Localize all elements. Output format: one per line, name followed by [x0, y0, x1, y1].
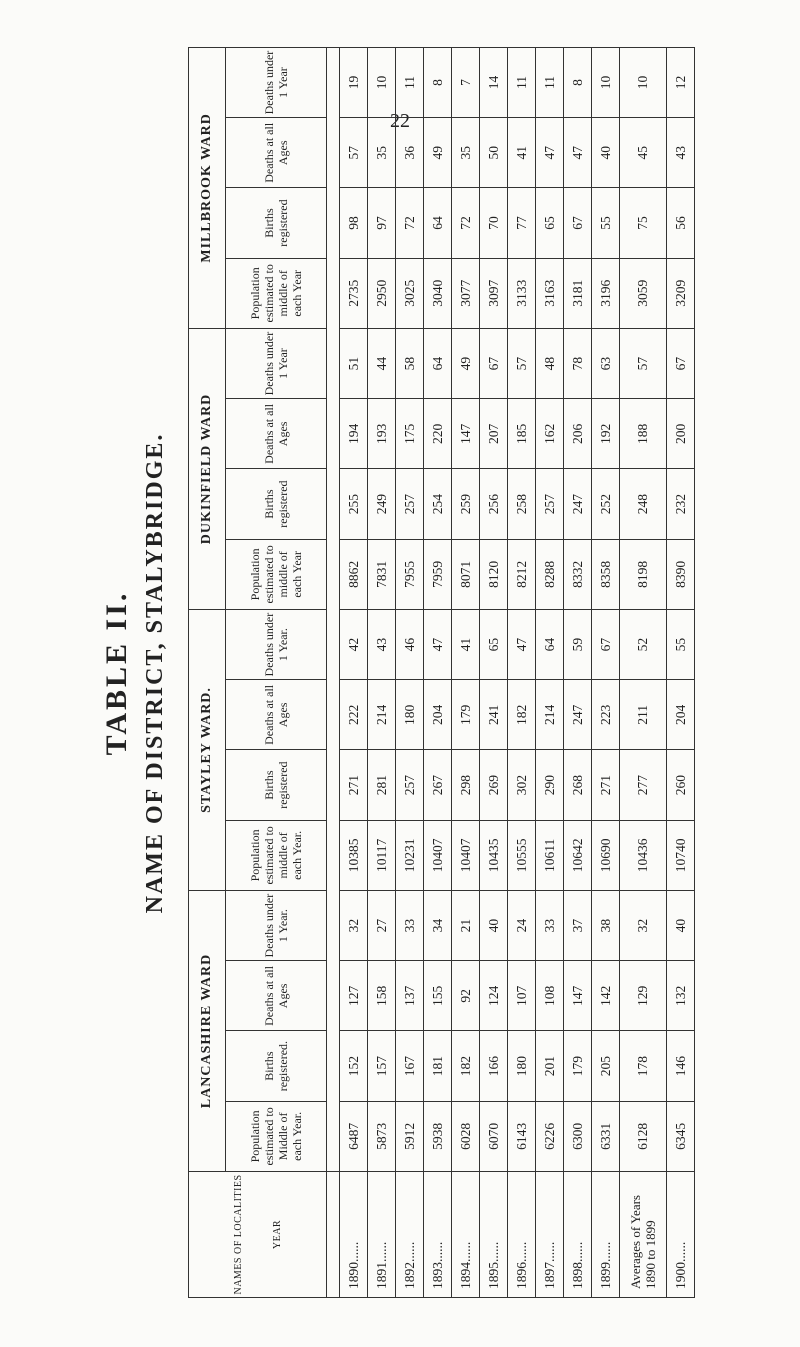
col-deaths-all: Deaths at all Ages: [226, 680, 327, 750]
value-cell: 182: [452, 1031, 480, 1101]
col-births: Births registered: [226, 188, 327, 258]
value-cell: 3196: [592, 258, 620, 328]
value-cell: 8: [564, 47, 592, 117]
averages-row: [620, 47, 667, 1297]
col-population: Population estimated to middle of each Year.: [226, 820, 327, 890]
year-cell: 1894......: [452, 1172, 480, 1298]
value-cell: 8212: [508, 539, 536, 609]
value-cell: 6128: [620, 1101, 667, 1171]
col-births: Births registered: [226, 469, 327, 539]
value-cell: 271: [592, 750, 620, 820]
value-cell: 11: [396, 47, 424, 117]
table-row: [340, 47, 368, 1297]
col-population: Population estimated to middle of each Year: [226, 539, 327, 609]
value-cell: 6300: [564, 1101, 592, 1171]
col-deaths-infant: Deaths under 1 Year.: [226, 890, 327, 960]
value-cell: 47: [564, 118, 592, 188]
value-cell: 167: [396, 1031, 424, 1101]
value-cell: 290: [536, 750, 564, 820]
value-cell: 75: [620, 188, 667, 258]
value-cell: 214: [368, 680, 396, 750]
value-cell: 10: [368, 47, 396, 117]
value-cell: 57: [508, 328, 536, 398]
value-cell: 193: [368, 399, 396, 469]
table-row: [508, 47, 536, 1297]
spacer-row: [327, 47, 340, 1297]
mortality-table: [188, 47, 695, 1298]
value-cell: 6143: [508, 1101, 536, 1171]
value-cell: 14: [480, 47, 508, 117]
value-cell: 2735: [340, 258, 368, 328]
value-cell: 19: [340, 47, 368, 117]
page-number: 22: [390, 110, 410, 132]
value-cell: 204: [424, 680, 452, 750]
value-cell: 56: [667, 188, 695, 258]
value-cell: 34: [424, 890, 452, 960]
value-cell: 51: [340, 328, 368, 398]
value-cell: 188: [620, 399, 667, 469]
value-cell: 52: [620, 609, 667, 679]
value-cell: 205: [592, 1031, 620, 1101]
table-subtitle: NAME OF DISTRICT, STALYBRIDGE.: [142, 432, 168, 914]
value-cell: 3209: [667, 258, 695, 328]
value-cell: 124: [480, 961, 508, 1031]
value-cell: 41: [508, 118, 536, 188]
value-cell: 277: [620, 750, 667, 820]
value-cell: 63: [592, 328, 620, 398]
value-cell: 223: [592, 680, 620, 750]
value-cell: 248: [620, 469, 667, 539]
year-cell: 1899......: [592, 1172, 620, 1298]
year-cell: 1890......: [340, 1172, 368, 1298]
value-cell: 10117: [368, 820, 396, 890]
value-cell: 214: [536, 680, 564, 750]
value-cell: 8332: [564, 539, 592, 609]
value-cell: 10231: [396, 820, 424, 890]
value-cell: 11: [536, 47, 564, 117]
value-cell: 255: [340, 469, 368, 539]
value-cell: 10407: [424, 820, 452, 890]
value-cell: 43: [368, 609, 396, 679]
value-cell: 72: [396, 188, 424, 258]
value-cell: 10555: [508, 820, 536, 890]
value-cell: 6028: [452, 1101, 480, 1171]
value-cell: 249: [368, 469, 396, 539]
value-cell: 129: [620, 961, 667, 1031]
value-cell: 98: [340, 188, 368, 258]
localities-label: NAMES OF LOCALITIES: [232, 1174, 244, 1295]
value-cell: 185: [508, 399, 536, 469]
value-cell: 64: [424, 328, 452, 398]
year-cell: 1896......: [508, 1172, 536, 1298]
value-cell: 178: [620, 1031, 667, 1101]
value-cell: 67: [592, 609, 620, 679]
value-cell: 200: [667, 399, 695, 469]
value-cell: 37: [564, 890, 592, 960]
value-cell: 256: [480, 469, 508, 539]
value-cell: 46: [396, 609, 424, 679]
value-cell: 6331: [592, 1101, 620, 1171]
value-cell: 3163: [536, 258, 564, 328]
value-cell: 254: [424, 469, 452, 539]
value-cell: 180: [396, 680, 424, 750]
value-cell: 42: [340, 609, 368, 679]
value-cell: 97: [368, 188, 396, 258]
value-cell: 55: [592, 188, 620, 258]
localities-header: [189, 1172, 327, 1298]
value-cell: 47: [508, 609, 536, 679]
value-cell: 179: [564, 1031, 592, 1101]
rotated-table-sheet: [100, 48, 750, 1298]
value-cell: 8862: [340, 539, 368, 609]
value-cell: 45: [620, 118, 667, 188]
value-cell: 8390: [667, 539, 695, 609]
value-cell: 152: [340, 1031, 368, 1101]
value-cell: 260: [667, 750, 695, 820]
value-cell: 192: [592, 399, 620, 469]
value-cell: 7: [452, 47, 480, 117]
value-cell: 247: [564, 680, 592, 750]
table-row: [480, 47, 508, 1297]
value-cell: 32: [340, 890, 368, 960]
value-cell: 5938: [424, 1101, 452, 1171]
value-cell: 64: [536, 609, 564, 679]
value-cell: 70: [480, 188, 508, 258]
value-cell: 47: [424, 609, 452, 679]
value-cell: 27: [368, 890, 396, 960]
value-cell: 158: [368, 961, 396, 1031]
value-cell: 3059: [620, 258, 667, 328]
value-cell: 6345: [667, 1101, 695, 1171]
averages-label: Averages of Years 1890 to 1899: [620, 1172, 667, 1298]
value-cell: 65: [480, 609, 508, 679]
value-cell: 65: [536, 188, 564, 258]
value-cell: 257: [536, 469, 564, 539]
value-cell: 35: [368, 118, 396, 188]
value-cell: 3097: [480, 258, 508, 328]
value-cell: 40: [480, 890, 508, 960]
value-cell: 77: [508, 188, 536, 258]
value-cell: 257: [396, 750, 424, 820]
value-cell: 142: [592, 961, 620, 1031]
value-cell: 49: [424, 118, 452, 188]
value-cell: 3181: [564, 258, 592, 328]
year-cell: 1891......: [368, 1172, 396, 1298]
value-cell: 10436: [620, 820, 667, 890]
year-label: YEAR: [271, 1219, 283, 1250]
value-cell: 21: [452, 890, 480, 960]
value-cell: 8120: [480, 539, 508, 609]
value-cell: 132: [667, 961, 695, 1031]
table-title: TABLE II.: [100, 590, 133, 756]
value-cell: 64: [424, 188, 452, 258]
value-cell: 40: [667, 890, 695, 960]
value-cell: 8288: [536, 539, 564, 609]
value-cell: 179: [452, 680, 480, 750]
value-cell: 201: [536, 1031, 564, 1101]
value-cell: 48: [536, 328, 564, 398]
col-deaths-all: Deaths at all Ages: [226, 399, 327, 469]
ward-header-lancashire: LANCASHIRE WARD: [189, 890, 226, 1171]
value-cell: 38: [592, 890, 620, 960]
value-cell: 137: [396, 961, 424, 1031]
ward-header-millbrook: MILLBROOK WARD: [189, 47, 226, 328]
value-cell: 252: [592, 469, 620, 539]
value-cell: 10611: [536, 820, 564, 890]
table-row: [368, 47, 396, 1297]
value-cell: 162: [536, 399, 564, 469]
value-cell: 8198: [620, 539, 667, 609]
value-cell: 6487: [340, 1101, 368, 1171]
value-cell: 175: [396, 399, 424, 469]
value-cell: 57: [620, 328, 667, 398]
value-cell: 44: [368, 328, 396, 398]
value-cell: 220: [424, 399, 452, 469]
ward-header-stayley: STAYLEY WARD.: [189, 609, 226, 890]
value-cell: 10407: [452, 820, 480, 890]
value-cell: 3025: [396, 258, 424, 328]
value-cell: 67: [564, 188, 592, 258]
col-deaths-all: Deaths at all Ages: [226, 118, 327, 188]
year-cell: 1898......: [564, 1172, 592, 1298]
table-row: [592, 47, 620, 1297]
value-cell: 147: [452, 399, 480, 469]
value-cell: 6226: [536, 1101, 564, 1171]
value-cell: 49: [452, 328, 480, 398]
col-births: Births registered: [226, 750, 327, 820]
col-deaths-all: Deaths at all Ages: [226, 961, 327, 1031]
value-cell: 10: [620, 47, 667, 117]
value-cell: 5912: [396, 1101, 424, 1171]
value-cell: 7955: [396, 539, 424, 609]
value-cell: 5873: [368, 1101, 396, 1171]
value-cell: 58: [396, 328, 424, 398]
table-row: [564, 47, 592, 1297]
value-cell: 6070: [480, 1101, 508, 1171]
value-cell: 258: [508, 469, 536, 539]
col-population: Population estimated to Middle of each Year.: [226, 1101, 327, 1171]
value-cell: 3040: [424, 258, 452, 328]
value-cell: 302: [508, 750, 536, 820]
year-1900-row: [667, 47, 695, 1297]
value-cell: 207: [480, 399, 508, 469]
value-cell: 211: [620, 680, 667, 750]
value-cell: 8: [424, 47, 452, 117]
value-cell: 10740: [667, 820, 695, 890]
value-cell: 50: [480, 118, 508, 188]
value-cell: 10385: [340, 820, 368, 890]
value-cell: 11: [508, 47, 536, 117]
year-cell: 1893......: [424, 1172, 452, 1298]
value-cell: 59: [564, 609, 592, 679]
value-cell: 67: [667, 328, 695, 398]
value-cell: 146: [667, 1031, 695, 1101]
value-cell: 269: [480, 750, 508, 820]
year-cell: 1897......: [536, 1172, 564, 1298]
value-cell: 267: [424, 750, 452, 820]
value-cell: 155: [424, 961, 452, 1031]
col-births: Births registered.: [226, 1031, 327, 1101]
value-cell: 8358: [592, 539, 620, 609]
value-cell: 67: [480, 328, 508, 398]
value-cell: 43: [667, 118, 695, 188]
value-cell: 10642: [564, 820, 592, 890]
value-cell: 2950: [368, 258, 396, 328]
value-cell: 108: [536, 961, 564, 1031]
value-cell: 72: [452, 188, 480, 258]
value-cell: 232: [667, 469, 695, 539]
value-cell: 206: [564, 399, 592, 469]
table-row: [536, 47, 564, 1297]
value-cell: 268: [564, 750, 592, 820]
value-cell: 10435: [480, 820, 508, 890]
value-cell: 33: [536, 890, 564, 960]
value-cell: 35: [452, 118, 480, 188]
value-cell: 107: [508, 961, 536, 1031]
table-row: [424, 47, 452, 1297]
value-cell: 78: [564, 328, 592, 398]
value-cell: 24: [508, 890, 536, 960]
value-cell: 181: [424, 1031, 452, 1101]
value-cell: 92: [452, 961, 480, 1031]
value-cell: 41: [452, 609, 480, 679]
col-population: Population estimated to middle of each Year: [226, 258, 327, 328]
table-row: [396, 47, 424, 1297]
value-cell: 127: [340, 961, 368, 1031]
value-cell: 3133: [508, 258, 536, 328]
value-cell: 55: [667, 609, 695, 679]
value-cell: 10: [592, 47, 620, 117]
ward-header-dukinfield: DUKINFIELD WARD: [189, 328, 226, 609]
value-cell: 157: [368, 1031, 396, 1101]
value-cell: 3077: [452, 258, 480, 328]
value-cell: 32: [620, 890, 667, 960]
value-cell: 57: [340, 118, 368, 188]
col-deaths-infant: Deaths under 1 Year.: [226, 609, 327, 679]
value-cell: 36: [396, 118, 424, 188]
col-deaths-infant: Deaths under 1 Year: [226, 47, 327, 117]
year-cell: 1892......: [396, 1172, 424, 1298]
value-cell: 259: [452, 469, 480, 539]
value-cell: 247: [564, 469, 592, 539]
year-cell: 1900......: [667, 1172, 695, 1298]
col-deaths-infant: Deaths under 1 Year: [226, 328, 327, 398]
value-cell: 257: [396, 469, 424, 539]
value-cell: 204: [667, 680, 695, 750]
value-cell: 33: [396, 890, 424, 960]
value-cell: 182: [508, 680, 536, 750]
value-cell: 8071: [452, 539, 480, 609]
value-cell: 10690: [592, 820, 620, 890]
table-row: [452, 47, 480, 1297]
value-cell: 271: [340, 750, 368, 820]
value-cell: 194: [340, 399, 368, 469]
value-cell: 222: [340, 680, 368, 750]
value-cell: 281: [368, 750, 396, 820]
value-cell: 47: [536, 118, 564, 188]
value-cell: 147: [564, 961, 592, 1031]
value-cell: 12: [667, 47, 695, 117]
value-cell: 241: [480, 680, 508, 750]
year-cell: 1895......: [480, 1172, 508, 1298]
value-cell: 7959: [424, 539, 452, 609]
value-cell: 40: [592, 118, 620, 188]
value-cell: 7831: [368, 539, 396, 609]
value-cell: 180: [508, 1031, 536, 1101]
value-cell: 298: [452, 750, 480, 820]
value-cell: 166: [480, 1031, 508, 1101]
